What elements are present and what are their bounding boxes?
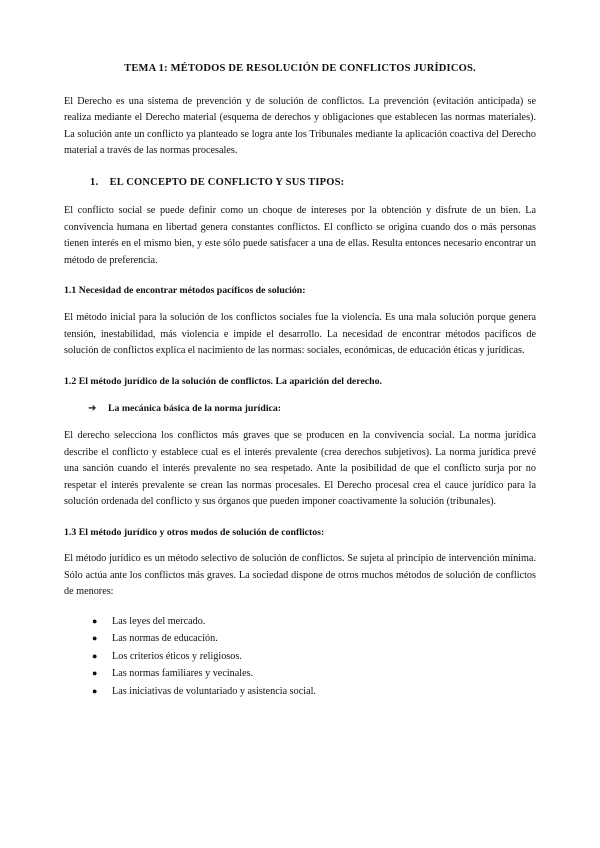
list-item-label: Las normas familiares y vecinales. [112,668,254,680]
arrow-subheading-norma-juridica [64,402,536,416]
subsection-heading-1-3: 1.3 El método jurídico y otros modos de solución de conflictos: [64,526,325,538]
page-title: TEMA 1: MÉTODOS DE RESOLUCIÓN DE CONFLICTOS JURÍDICOS. [124,63,476,74]
arrow-subheading-label: La mecánica básica de la norma jurídica: [108,403,282,415]
list-item-label: Las leyes del mercado. [112,615,206,627]
list-item [64,631,536,648]
bullet-icon: ● [92,633,98,644]
list-item [64,666,536,683]
list-item [64,614,536,631]
list-item-label: Las iniciativas de voluntariado y asistencia social. [112,686,316,697]
list-item [64,684,536,701]
methods-list [64,614,536,701]
list-item-label: Las normas de educación. [112,633,218,645]
intro-paragraph: El Derecho es una sistema de prevención y de solución de conflictos. La prevención (evitación anticipada) se realiza mediante el Derecho material (esquema de derechos y obligaciones que establecen las normas materiales). La solución ante un conflicto ya planteado se logra ante los Tribunales mediante la aplicación coactiva del Derecho material a través de las normas procesales. [64,95,536,157]
subsection-1-3-paragraph: El método jurídico es un método selectivo de solución de conflictos. Se sujeta al principio de intervención mínima. Sólo actúa ante los conflictos más graves. La sociedad dispone de otros muchos métodos de solución de conflictos de menores: [64,553,536,598]
section-heading-1 [64,176,536,191]
subsection-1-1-paragraph: El método inicial para la solución de los conflictos sociales fue la violencia. Es una mala solución porque genera tensión, inestabilidad, más violencia e impide el desarrollo. La necesidad de encontrar métodos pacíficos de solución de conflictos explica el nacimiento de las normas: sociales, económicas, de educación éticas y jurídicas. [64,312,536,357]
section-1-paragraph: El conflicto social se puede definir como un choque de intereses por la obtención y disfrute de un bien. La convivencia humana en libertad genera constantes conflictos. El conflicto se origina cuando dos o más personas tienen interés en el mismo bien, y este sólo puede satisfacer a una de ellas. Resulta entonces necesario encontrar un método de preferencia. [64,205,536,266]
subsection-1-2-paragraph: El derecho selecciona los conflictos más graves que se producen en la convivencia social. La norma jurídica describe el conflicto y establece cual es el interés prevalente (crea derechos subjetivos). La norma jurídica prevé una sanción cuando el interés prevalente no sea respetado. Ante la posibilidad de que el conflicto surja por no respetar el interés prevalente se crean las normas procesales. El Derecho procesal crea el cauce jurídico para la solución ordenada del conflicto y sus órganos que pueden imponer coactivamente la solución (tribunales). [64,430,536,508]
arrow-right-icon: ➔ [88,403,97,415]
bullet-icon: ● [92,650,98,661]
list-item-label: Los criterios éticos y religiosos. [112,650,242,662]
bullet-icon: ● [92,615,98,626]
bullet-icon: ● [92,686,98,696]
subsection-heading-1-1: 1.1 Necesidad de encontrar métodos pacíficos de solución: [64,285,306,297]
subsection-heading-1-2: 1.2 El método jurídico de la solución de conflictos. La aparición del derecho. [64,375,382,387]
section-title-1: EL CONCEPTO DE CONFLICTO Y SUS TIPOS: [109,176,345,188]
list-item [64,649,536,666]
bullet-icon: ● [92,668,98,679]
section-number-1: 1. [90,176,99,188]
